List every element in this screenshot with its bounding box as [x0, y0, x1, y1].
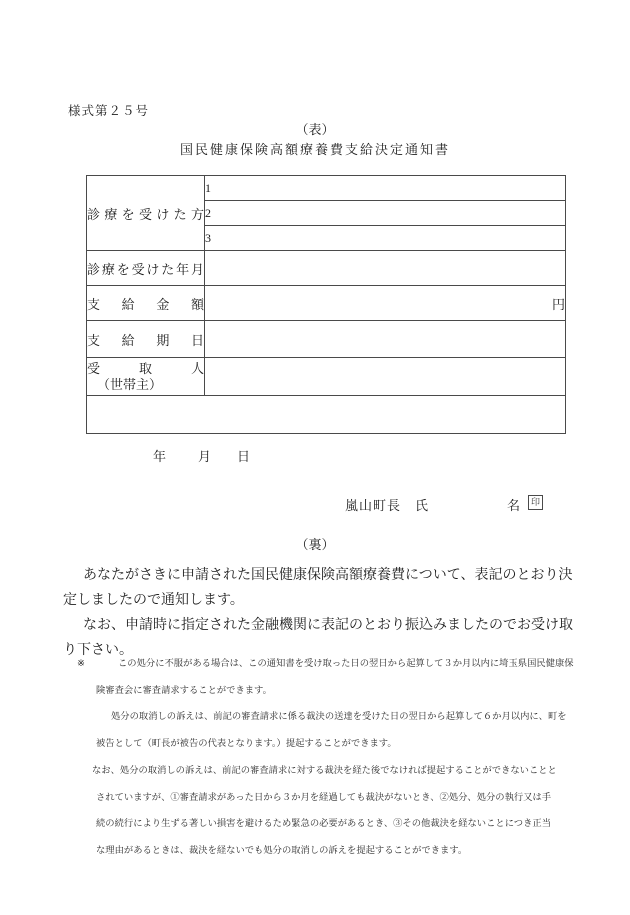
note-line: な理由があるときは、裁決を経ないでも処分の取消しの訴えを提起することができます。 — [96, 845, 468, 856]
table-row — [87, 176, 566, 201]
note-asterisk-mark: ※ — [77, 659, 85, 669]
mayor-office-and-surname-label: 嵐山町長 氏 — [345, 498, 430, 513]
payment-date-label: 支給期日 — [87, 332, 204, 348]
notification-body — [63, 563, 603, 663]
given-name-label: 名 — [507, 498, 521, 513]
payment-date-value-cell — [205, 321, 566, 358]
date-line — [0, 446, 630, 462]
yen-unit: 円 — [551, 296, 565, 312]
table-row — [87, 358, 566, 396]
note-line: 被告として（町長が被告の代表となります。）提起することができます。 — [96, 739, 397, 750]
body-paragraph-2-line-1: なお、申請時に指定された金融機関に表記のとおり振込みましたのでお受け取 — [83, 618, 573, 633]
amount-value-cell — [205, 286, 566, 321]
recipient-label-cell — [87, 358, 205, 396]
front-side-label: （表） — [295, 122, 335, 137]
recipient-value-cell — [205, 358, 566, 396]
note-line: されていますが、①審査請求があった日から３か月を経過しても裁決がないとき、②処分、処分の執行又は手 — [96, 792, 552, 803]
document-title: 国民健康保険高額療養費支給決定通知書 — [179, 142, 450, 157]
patients-label: 診療を受けた方 — [87, 206, 204, 222]
patient-3-cell: 3 — [205, 226, 566, 251]
seal-stamp-placeholder: 印 — [528, 495, 543, 510]
amount-label: 支給金額 — [87, 296, 204, 312]
note-text: この処分に不服がある場合は、この通知書を受け取った日の翌日から起算して３か月以内に埼玉県国民健康保 — [118, 659, 574, 669]
note-line: 処分の取消しの訴えは、前記の審査請求に係る裁決の送達を受けた日の翌日から起算して６か月以内に、町を — [111, 712, 567, 723]
benefit-decision-table — [86, 175, 566, 434]
note-line: 険審査会に審査請求することができます。 — [96, 685, 272, 696]
body-paragraph-2-line-2: り下さい。 — [63, 643, 133, 658]
table-row — [87, 286, 566, 321]
date-day-label: 日 — [237, 449, 251, 464]
table-row — [87, 321, 566, 358]
patient-2-cell: 2 — [205, 201, 566, 226]
table-row — [87, 251, 566, 286]
appeal-notes-section — [0, 651, 630, 865]
recipient-sublabel: （世帯主） — [97, 376, 163, 392]
payment-date-label-cell — [87, 321, 205, 358]
note-line — [77, 651, 630, 678]
remarks-cell — [87, 396, 566, 434]
patient-1-cell: 1 — [205, 176, 566, 201]
date-month-label: 月 — [198, 449, 212, 464]
note-line: 続の続行により生ずる著しい損害を避けるため緊急の必要があるとき、③その他裁決を経ないことにつき正当 — [96, 819, 551, 830]
back-side-label: （裏） — [295, 537, 335, 552]
recipient-label: 受取人 — [87, 360, 204, 376]
amount-label-cell — [87, 286, 205, 321]
note-line: なお、処分の取消しの訴えは、前記の審査請求に対する裁決を経た後でなければ提起することができないことと — [92, 765, 557, 776]
treatment-month-value-cell — [205, 251, 566, 286]
treatment-month-label: 診療を受けた年月 — [87, 261, 204, 277]
signature-line — [0, 495, 630, 513]
treatment-month-label-cell — [87, 251, 205, 286]
form-number: 様式第２５号 — [68, 104, 150, 118]
table-row — [87, 396, 566, 434]
body-paragraph-1-line-1: あなたがさきに申請された国民健康保険高額療養費について、表記のとおり決 — [83, 568, 573, 583]
patients-label-cell — [87, 176, 205, 251]
date-year-label: 年 — [153, 449, 167, 464]
body-paragraph-1-line-2: 定しましたので通知します。 — [63, 593, 244, 608]
